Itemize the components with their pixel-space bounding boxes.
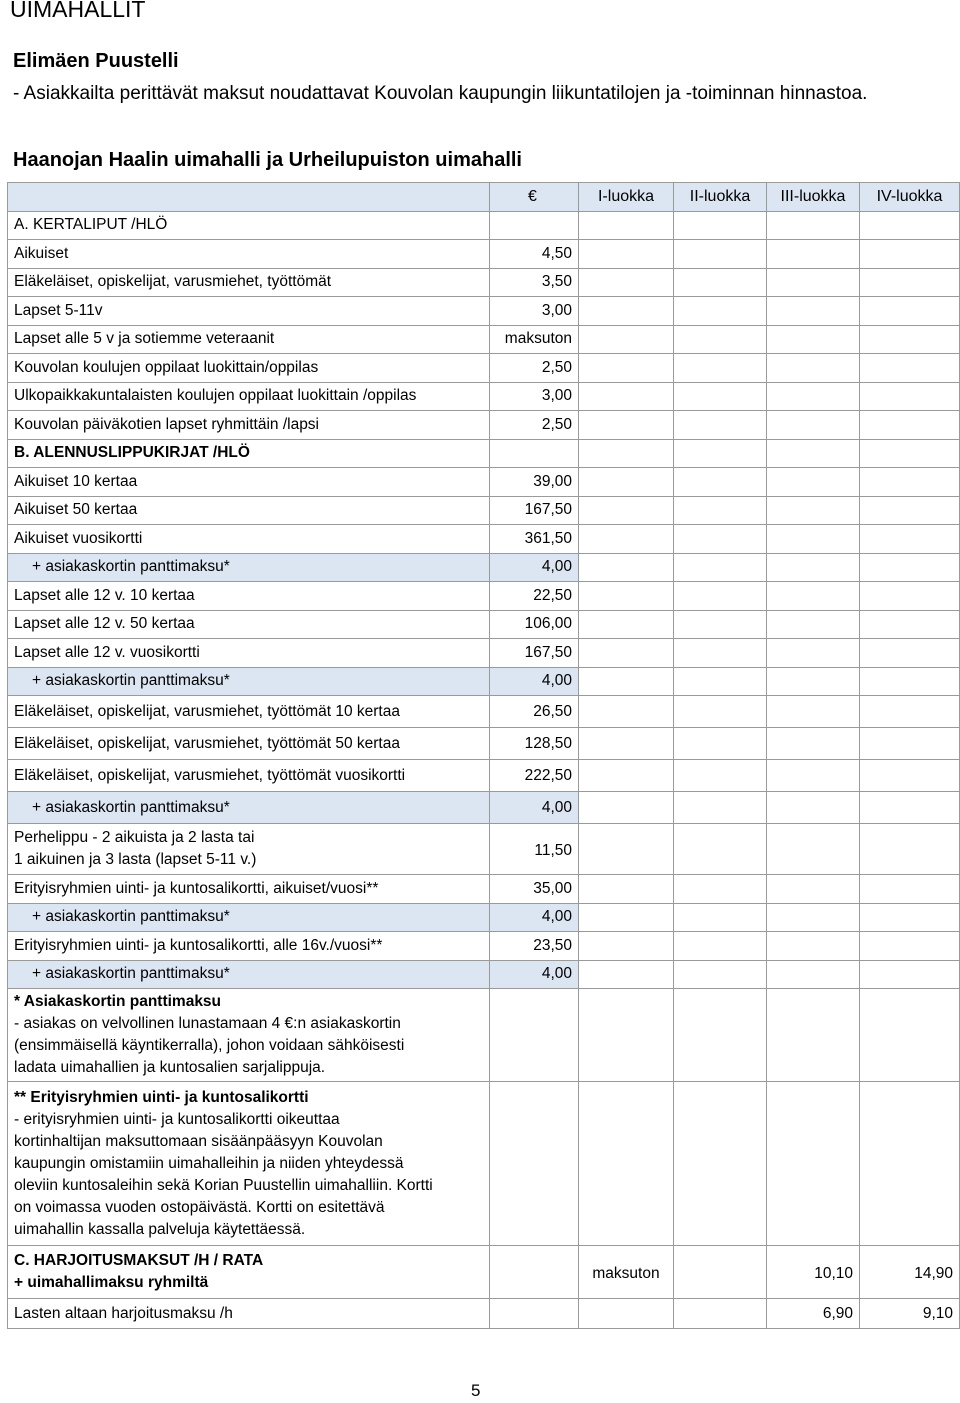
note-line: on voimassa vuoden ostopäivästä. Kortti on esitettävä [14,1198,385,1216]
row-class-cell [674,667,767,696]
row-class-cell [579,932,674,961]
row-class-cell [860,553,960,582]
note-text [8,1082,490,1246]
row-class-cell [767,382,860,411]
row-class-cell [579,439,674,468]
table-row [8,411,960,440]
row-class-cell [860,728,960,760]
table-row [8,297,960,326]
row-price: 35,00 [490,875,579,904]
row-class-cell [767,875,860,904]
header-currency: € [490,183,579,212]
table-row [8,240,960,269]
row-price: 106,00 [490,610,579,639]
note-empty-cell [767,1082,860,1246]
row-class-cell [579,211,674,240]
row-price: 2,50 [490,354,579,383]
note-line: (ensimmäisellä käyntikerralla), johon voidaan sähköisesti [14,1037,405,1054]
row-class-cell [674,496,767,525]
row-label: B. ALENNUSLIPPUKIRJAT /HLÖ [8,439,490,468]
kids-pool-row [8,1299,960,1329]
note-line: ladata uimahallien ja kuntosalien sarjalippuja. [14,1059,326,1076]
row-class-cell [674,610,767,639]
row-class-cell [860,932,960,961]
row-label: Eläkeläiset, opiskelijat, varusmiehet, työttömät 50 kertaa [8,728,490,760]
row-class-cell [767,639,860,668]
row-class-cell [579,553,674,582]
row-class-cell [767,960,860,989]
row-price: 3,50 [490,268,579,297]
row-class-cell [860,875,960,904]
header-class-4: IV-luokka [860,183,960,212]
row-class-cell [674,875,767,904]
table-row [8,639,960,668]
row-label: + asiakaskortin panttimaksu* [8,960,490,989]
section-title: Haanojan Haalin uimahalli ja Urheilupuiston uimahalli [13,149,522,171]
row-class-cell [860,525,960,554]
row-price: 23,50 [490,932,579,961]
kids-pool-class-2 [674,1299,767,1329]
row-label: Kouvolan koulujen oppilaat luokittain/oppilas [8,354,490,383]
note-text [8,989,490,1082]
header-class-2: II-luokka [674,183,767,212]
row-label: Aikuiset vuosikortti [8,525,490,554]
row-class-cell [860,354,960,383]
row-class-cell [860,639,960,668]
row-price: 11,50 [490,824,579,875]
page-number: 5 [471,1381,481,1400]
row-class-cell [860,468,960,497]
note-title: * Asiakaskortin panttimaksu [14,993,222,1010]
row-class-cell [767,468,860,497]
table-row [8,354,960,383]
section-c-row [8,1246,960,1299]
table-row [8,382,960,411]
row-class-cell [579,382,674,411]
row-class-cell [674,411,767,440]
row-class-cell [767,582,860,611]
row-label: Lapset alle 12 v. vuosikortti [8,639,490,668]
kids-pool-price [490,1299,579,1329]
section-c-class-2 [674,1246,767,1299]
row-class-cell [767,553,860,582]
row-class-cell [674,639,767,668]
row-class-cell [579,496,674,525]
note-empty-cell [490,1082,579,1246]
page-title: UIMAHALLIT [10,0,146,22]
row-class-cell [579,760,674,792]
row-class-cell [579,525,674,554]
table-row [8,903,960,932]
table-row [8,728,960,760]
row-label [8,824,490,875]
row-class-cell [860,411,960,440]
row-label: Lapset alle 12 v. 10 kertaa [8,582,490,611]
row-class-cell [579,667,674,696]
kids-pool-class-1 [579,1299,674,1329]
section-c-label [8,1246,490,1299]
row-class-cell [860,667,960,696]
table-row [8,468,960,497]
row-class-cell [674,728,767,760]
header-label-cell [8,183,490,212]
row-class-cell [579,696,674,728]
row-label: + asiakaskortin panttimaksu* [8,903,490,932]
row-label: Eläkeläiset, opiskelijat, varusmiehet, työttömät 10 kertaa [8,696,490,728]
row-price [490,211,579,240]
row-label: Eläkeläiset, opiskelijat, varusmiehet, työttömät vuosikortti [8,760,490,792]
row-class-cell [579,468,674,497]
row-price: 26,50 [490,696,579,728]
table-row [8,553,960,582]
row-price: maksuton [490,325,579,354]
note-line: oleviin kuntosaleihin sekä Korian Puustellin uimahalliin. Kortti [14,1176,433,1194]
row-class-cell [674,268,767,297]
row-class-cell [579,728,674,760]
row-class-cell [674,240,767,269]
row-class-cell [674,354,767,383]
row-price: 4,00 [490,903,579,932]
row-class-cell [674,211,767,240]
table-row [8,760,960,792]
row-class-cell [860,582,960,611]
note-empty-cell [860,1082,960,1246]
note-empty-cell [579,989,674,1082]
row-class-cell [674,582,767,611]
row-class-cell [674,760,767,792]
row-label: Aikuiset 50 kertaa [8,496,490,525]
row-class-cell [767,439,860,468]
row-class-cell [579,411,674,440]
table-row [8,325,960,354]
row-label: Erityisryhmien uinti- ja kuntosalikortti, aikuiset/vuosi** [8,875,490,904]
note-empty-cell [490,989,579,1082]
row-class-cell [860,960,960,989]
row-class-cell [579,240,674,269]
row-class-cell [674,960,767,989]
row-label: + asiakaskortin panttimaksu* [8,667,490,696]
row-class-cell [579,903,674,932]
table-row [8,582,960,611]
table-row [8,824,960,875]
row-price: 167,50 [490,496,579,525]
table-row [8,960,960,989]
row-price: 4,00 [490,553,579,582]
row-label: Aikuiset 10 kertaa [8,468,490,497]
row-price: 128,50 [490,728,579,760]
row-price: 4,00 [490,792,579,824]
table-row [8,667,960,696]
row-class-cell [674,696,767,728]
row-class-cell [767,211,860,240]
table-row [8,439,960,468]
table-row [8,932,960,961]
row-class-cell [767,354,860,383]
row-class-cell [579,297,674,326]
row-class-cell [767,610,860,639]
note-empty-cell [674,1082,767,1246]
row-label: + asiakaskortin panttimaksu* [8,553,490,582]
row-label: Kouvolan päiväkotien lapset ryhmittäin /lapsi [8,411,490,440]
row-label-line: Perhelippu - 2 aikuista ja 2 lasta tai [14,829,255,846]
note-empty-cell [674,989,767,1082]
note-line: kortinhaltijan maksuttomaan sisäänpääsyyn Kouvolan [14,1132,383,1150]
row-class-cell [860,325,960,354]
note-line: - erityisryhmien uinti- ja kuntosalikortti oikeuttaa [14,1110,340,1128]
row-class-cell [767,760,860,792]
row-class-cell [674,824,767,875]
row-class-cell [767,696,860,728]
row-class-cell [579,268,674,297]
table-row [8,211,960,240]
row-class-cell [674,903,767,932]
row-class-cell [767,728,860,760]
row-price: 3,00 [490,382,579,411]
section-c-class-1: maksuton [579,1246,674,1299]
note-title: ** Erityisryhmien uinti- ja kuntosalikortti [14,1088,309,1106]
row-class-cell [767,496,860,525]
row-label: A. KERTALIPUT /HLÖ [8,211,490,240]
row-label-line: 1 aikuinen ja 3 lasta (lapset 5-11 v.) [14,851,257,868]
row-label: Erityisryhmien uinti- ja kuntosalikortti, alle 16v./vuosi** [8,932,490,961]
row-label: Lapset alle 5 v ja sotiemme veteraanit [8,325,490,354]
row-class-cell [579,875,674,904]
row-class-cell [860,610,960,639]
row-price: 167,50 [490,639,579,668]
note-row [8,1082,960,1246]
row-class-cell [674,525,767,554]
row-class-cell [767,932,860,961]
row-class-cell [579,354,674,383]
row-class-cell [674,382,767,411]
row-class-cell [674,439,767,468]
row-class-cell [767,667,860,696]
note-empty-cell [860,989,960,1082]
row-class-cell [579,824,674,875]
note-line: kaupungin omistamiin uimahalleihin ja niiden yhteydessä [14,1154,404,1172]
row-class-cell [860,382,960,411]
row-price: 361,50 [490,525,579,554]
row-price: 2,50 [490,411,579,440]
row-class-cell [579,582,674,611]
row-price: 22,50 [490,582,579,611]
facility-title: Elimäen Puustelli [13,50,179,72]
row-label: Aikuiset [8,240,490,269]
row-class-cell [674,325,767,354]
row-class-cell [860,760,960,792]
row-class-cell [860,240,960,269]
row-class-cell [674,932,767,961]
note-line: uimahallin kassalla palveluja käytettäessä. [14,1220,306,1238]
row-price: 39,00 [490,468,579,497]
row-class-cell [767,240,860,269]
kids-pool-label: Lasten altaan harjoitusmaksu /h [8,1299,490,1329]
row-class-cell [860,903,960,932]
row-class-cell [674,468,767,497]
row-class-cell [767,268,860,297]
row-class-cell [767,525,860,554]
row-label: + asiakaskortin panttimaksu* [8,792,490,824]
intro-text: - Asiakkailta perittävät maksut noudattavat Kouvolan kaupungin liikuntatilojen ja -toiminnan hinnastoa. [13,83,868,104]
row-class-cell [767,903,860,932]
note-empty-cell [767,989,860,1082]
row-class-cell [860,496,960,525]
table-row [8,792,960,824]
row-price [490,439,579,468]
row-class-cell [860,211,960,240]
header-class-3: III-luokka [767,183,860,212]
table-header-row [8,183,960,212]
row-class-cell [579,325,674,354]
row-class-cell [767,792,860,824]
row-price: 222,50 [490,760,579,792]
note-row [8,989,960,1082]
row-price: 3,00 [490,297,579,326]
row-class-cell [767,824,860,875]
row-class-cell [674,553,767,582]
kids-pool-class-3: 6,90 [767,1299,860,1329]
row-class-cell [860,297,960,326]
row-label: Ulkopaikkakuntalaisten koulujen oppilaat luokittain /oppilas [8,382,490,411]
table-row [8,875,960,904]
price-table [7,182,960,1329]
row-class-cell [860,268,960,297]
table-row [8,496,960,525]
row-class-cell [579,960,674,989]
row-class-cell [767,325,860,354]
row-price: 4,00 [490,960,579,989]
row-class-cell [579,610,674,639]
row-price: 4,50 [490,240,579,269]
row-class-cell [674,297,767,326]
section-c-line: + uimahallimaksu ryhmiltä [14,1274,209,1291]
table-row [8,268,960,297]
section-c-price [490,1246,579,1299]
note-line: - asiakas on velvollinen lunastamaan 4 €:n asiakaskortin [14,1015,401,1032]
table-row [8,610,960,639]
table-row [8,696,960,728]
kids-pool-class-4: 9,10 [860,1299,960,1329]
section-c-class-3: 10,10 [767,1246,860,1299]
row-class-cell [860,792,960,824]
header-class-1: I-luokka [579,183,674,212]
row-class-cell [674,792,767,824]
row-class-cell [860,439,960,468]
section-c-class-4: 14,90 [860,1246,960,1299]
row-class-cell [579,792,674,824]
row-label: Lapset 5-11v [8,297,490,326]
row-label: Eläkeläiset, opiskelijat, varusmiehet, työttömät [8,268,490,297]
row-class-cell [767,297,860,326]
row-label: Lapset alle 12 v. 50 kertaa [8,610,490,639]
row-class-cell [767,411,860,440]
table-row [8,525,960,554]
row-class-cell [860,696,960,728]
section-c-line: C. HARJOITUSMAKSUT /H / RATA [14,1252,264,1269]
note-empty-cell [579,1082,674,1246]
row-class-cell [579,639,674,668]
row-class-cell [860,824,960,875]
row-price: 4,00 [490,667,579,696]
